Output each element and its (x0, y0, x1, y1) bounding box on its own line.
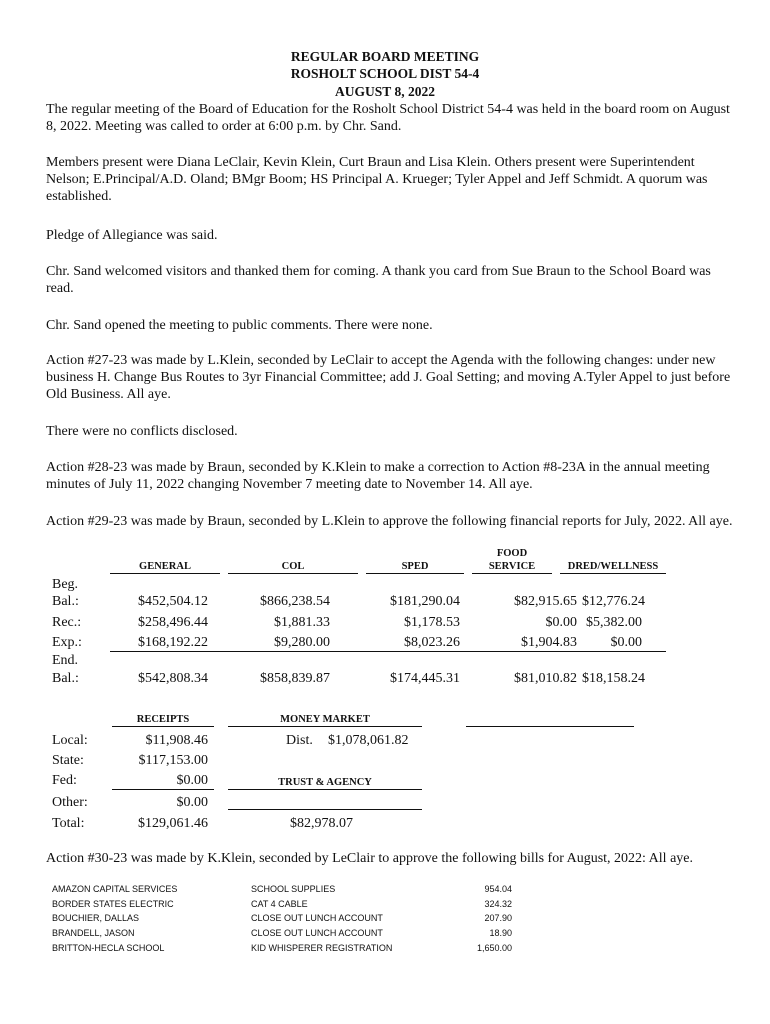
bill-amount: 954.04 (484, 884, 512, 894)
money-market-dist-value: $1,078,061.82 (328, 733, 409, 748)
receipts-state: $117,153.00 (138, 753, 208, 768)
bill-amount: 207.90 (484, 913, 512, 923)
bill-description: KID WHISPERER REGISTRATION (251, 943, 393, 953)
fund-header-sped: SPED (366, 561, 464, 574)
fund-header-general: GENERAL (110, 561, 220, 574)
receipts-label-total: Total: (52, 816, 85, 831)
bill-vendor: BRANDELL, JASON (52, 928, 135, 938)
bill-vendor: BOUCHIER, DALLAS (52, 913, 140, 923)
exp-col: $9,280.00 (274, 635, 330, 650)
receipts-label-fed: Fed: (52, 773, 77, 788)
receipts-rule (112, 789, 214, 790)
meeting-date: AUGUST 8, 2022 (335, 84, 435, 99)
paragraph-public-comments: Chr. Sand opened the meeting to public comments. There were none. (46, 318, 433, 333)
paragraph-action-29: Action #29-23 was made by Braun, seconded by L.Klein to approve the following financial reports for July, 2022. All aye. (46, 514, 733, 529)
paragraph-pledge: Pledge of Allegiance was said. (46, 228, 218, 243)
exp-general: $168,192.22 (138, 635, 208, 650)
receipts-other: $0.00 (176, 795, 208, 810)
bill-description: CAT 4 CABLE (251, 899, 308, 909)
receipts-label-state: State: (52, 753, 84, 768)
blank-header-rule (466, 726, 634, 727)
beg-bal-food: $82,915.65 (514, 594, 577, 609)
bill-amount: 18.90 (489, 928, 512, 938)
bill-amount: 324.32 (484, 899, 512, 909)
end-bal-col: $858,839.87 (260, 671, 330, 686)
bill-vendor: BORDER STATES ELECTRIC (52, 899, 174, 909)
rec-sped: $1,178.53 (404, 615, 460, 630)
end-bal-dred: $18,158.24 (582, 671, 645, 686)
bill-vendor: AMAZON CAPITAL SERVICES (52, 884, 178, 894)
bill-description: CLOSE OUT LUNCH ACCOUNT (251, 928, 383, 938)
fund-header-dred: DRED/WELLNESS (560, 561, 666, 574)
bill-vendor: BRITTON-HECLA SCHOOL (52, 943, 165, 953)
fund-header-food-line2: SERVICE (472, 561, 552, 574)
row-label-end-bal: Bal.: (52, 671, 79, 686)
bill-amount: 1,650.00 (476, 943, 512, 953)
bill-description: CLOSE OUT LUNCH ACCOUNT (251, 913, 383, 923)
paragraph-action-27: Action #27-23 was made by L.Klein, seconded by LeClair to accept the Agenda with the following changes: under new business H. Change Bus Routes to 3yr Financial Committee; add J. Goal Setting; and moving A.Tyler Appel to just before Old Business. All aye. (46, 353, 731, 402)
row-label-end: End. (52, 653, 79, 668)
end-bal-general: $542,808.34 (138, 671, 208, 686)
paragraph-welcome: Chr. Sand welcomed visitors and thanked them for coming. A thank you card from Sue Braun to the School Board was read. (46, 264, 711, 296)
paragraph-call-to-order: The regular meeting of the Board of Education for the Rosholt School District 54-4 was held in the board room on August 8, 2022. Meeting was called to order at 6:00 p.m. by Chr. Sand. (46, 102, 730, 134)
receipts-fed: $0.00 (176, 773, 208, 788)
bill-description: SCHOOL SUPPLIES (251, 884, 336, 894)
money-market-dist-label: Dist. (286, 733, 313, 748)
paragraph-action-30: Action #30-23 was made by K.Klein, seconded by LeClair to approve the following bills for August, 2022: All aye. (46, 851, 693, 866)
beg-bal-general: $452,504.12 (138, 594, 208, 609)
rec-col: $1,881.33 (274, 615, 330, 630)
row-label-rec: Rec.: (52, 615, 82, 630)
rec-dred: $5,382.00 (586, 615, 642, 630)
receipts-local: $11,908.46 (145, 733, 208, 748)
district-name: ROSHOLT SCHOOL DIST 54-4 (290, 66, 480, 81)
end-bal-food: $81,010.82 (514, 671, 577, 686)
exp-dred: $0.00 (610, 635, 642, 650)
row-label-exp: Exp.: (52, 635, 82, 650)
rec-food: $0.00 (545, 615, 577, 630)
exp-food: $1,904.83 (521, 635, 577, 650)
paragraph-conflicts: There were no conflicts disclosed. (46, 424, 238, 439)
beg-bal-dred: $12,776.24 (582, 594, 645, 609)
trust-agency-rule (228, 809, 422, 810)
trust-agency-header: TRUST & AGENCY (228, 777, 422, 790)
trust-agency-value: $82,978.07 (290, 816, 353, 831)
fund-total-rule (110, 651, 666, 652)
beg-bal-col: $866,238.54 (260, 594, 330, 609)
rec-general: $258,496.44 (138, 615, 208, 630)
end-bal-sped: $174,445.31 (390, 671, 460, 686)
row-label-beg-bal: Bal.: (52, 594, 79, 609)
receipts-label-other: Other: (52, 795, 88, 810)
fund-header-col: COL (228, 561, 358, 574)
beg-bal-sped: $181,290.04 (390, 594, 460, 609)
row-label-beg: Beg. (52, 577, 79, 592)
meeting-title: REGULAR BOARD MEETING (290, 49, 480, 64)
exp-sped: $8,023.26 (404, 635, 460, 650)
paragraph-action-28: Action #28-23 was made by Braun, seconded by K.Klein to make a correction to Action #8-23A in the annual meeting minutes of July 11, 2022 changing November 7 meeting date to November 14. All aye. (46, 460, 710, 492)
money-market-header: MONEY MARKET (228, 714, 422, 727)
receipts-total: $129,061.46 (138, 816, 208, 831)
receipts-label-local: Local: (52, 733, 88, 748)
paragraph-members-present: Members present were Diana LeClair, Kevin Klein, Curt Braun and Lisa Klein. Others present were Superintendent Nelson; E.Principal/A.D. Oland; BMgr Boom; HS Principal A. Krueger; Tyler Appel and Jeff Schmidt. A quorum was established. (46, 155, 708, 204)
receipts-header: RECEIPTS (112, 714, 214, 727)
fund-header-food-line1: FOOD (496, 548, 528, 559)
